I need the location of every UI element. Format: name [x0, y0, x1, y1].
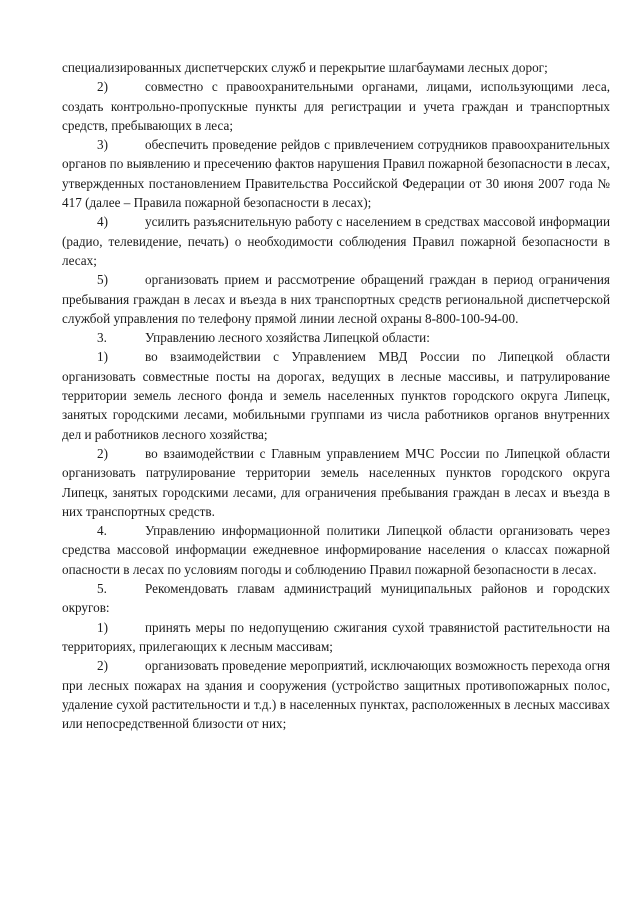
section-number: 5. — [97, 581, 107, 597]
item-number: 4) — [97, 214, 108, 230]
section-number: 4. — [97, 523, 107, 539]
item-number: 1) — [97, 619, 108, 635]
document-page — [62, 58, 610, 733]
paragraph-item-2-3: 3) обеспечить проведение рейдов с привлечением сотрудников правоохранительных органов по выявлению и пресечению фактов нарушения Правил пожарной безопасности в лесах, утвержденных постановлением Правительства Российской Федерации от 30 июня 2007 года № 417 (далее – Правила пожарной безопасности в лесах); — [62, 137, 610, 211]
item-number: 2) — [97, 658, 108, 674]
item-number: 2) — [97, 445, 108, 461]
item-number: 3) — [97, 137, 108, 153]
paragraph-section-4: 4. Управлению информационной политики Липецкой области организовать через средства массовой информации ежедневное информирование населения о классах пожарной опасности в лесах по условиям погоды и соблюдению Правил пожарной безопасности в лесах. — [62, 523, 610, 577]
item-number: 1) — [97, 349, 108, 365]
paragraph-section-5: 5. Рекомендовать главам администраций муниципальных районов и городских округов: — [62, 581, 610, 616]
paragraph-item-2-5: 5) организовать прием и рассмотрение обращений граждан в период ограничения пребывания граждан в лесах и въезда в них транспортных средств региональной диспетчерской службой управления по телефону прямой линии лесной охраны 8-800-100-94-00. — [62, 272, 610, 326]
paragraph-item-2-4: 4) усилить разъяснительную работу с населением в средствах массовой информации (радио, телевидение, печать) о необходимости соблюдения Правил пожарной безопасности в лесах; — [62, 214, 610, 268]
item-number: 5) — [97, 272, 108, 288]
paragraph-item-5-2: 2) организовать проведение мероприятий, исключающих возможность перехода огня при лесных пожарах на здания и сооружения (устройство защитных противопожарных полос, удаление сухой растительности и т.д.) в населенных пунктах, расположенных в лесных массивах или непосредственной близости от них; — [62, 658, 611, 732]
paragraph-item-2-1: 2) совместно с правоохранительными органами, лицами, использующими леса, создать контрольно-пропускные пункты для регистрации и учета граждан и транспортных средств, пребывающих в леса; — [62, 79, 610, 133]
paragraph-continuation: специализированных диспетчерских служб и перекрытие шлагбаумами лесных дорог; — [62, 60, 548, 75]
item-number: 2) — [97, 79, 108, 95]
paragraph-item-5-1: 1) принять меры по недопущению сжигания сухой травянистой растительности на территориях, прилегающих к лесным массивам; — [62, 619, 610, 654]
section-number: 3. — [97, 330, 107, 346]
paragraph-item-3-2: 2) во взаимодействии с Главным управлением МЧС России по Липецкой области организовать патрулирование территории земель населенных пунктов городского округа Липецк, занятых городскими лесами, для ограничения пребывания граждан в лесах и въезда в них транспортных средств. — [62, 445, 610, 519]
paragraph-item-3-1: 1) во взаимодействии с Управлением МВД России по Липецкой области организовать совместные посты на дорогах, ведущих в лесные массивы, и патрулирование территории земель лесного фонда и земель населенных пунктов городского округа Липецк, занятых городскими лесами, мобильными группами из числа работников органов внутренних дел и работников лесного хозяйства; — [62, 349, 610, 442]
paragraph-section-3: 3. Управлению лесного хозяйства Липецкой области: — [62, 328, 610, 347]
